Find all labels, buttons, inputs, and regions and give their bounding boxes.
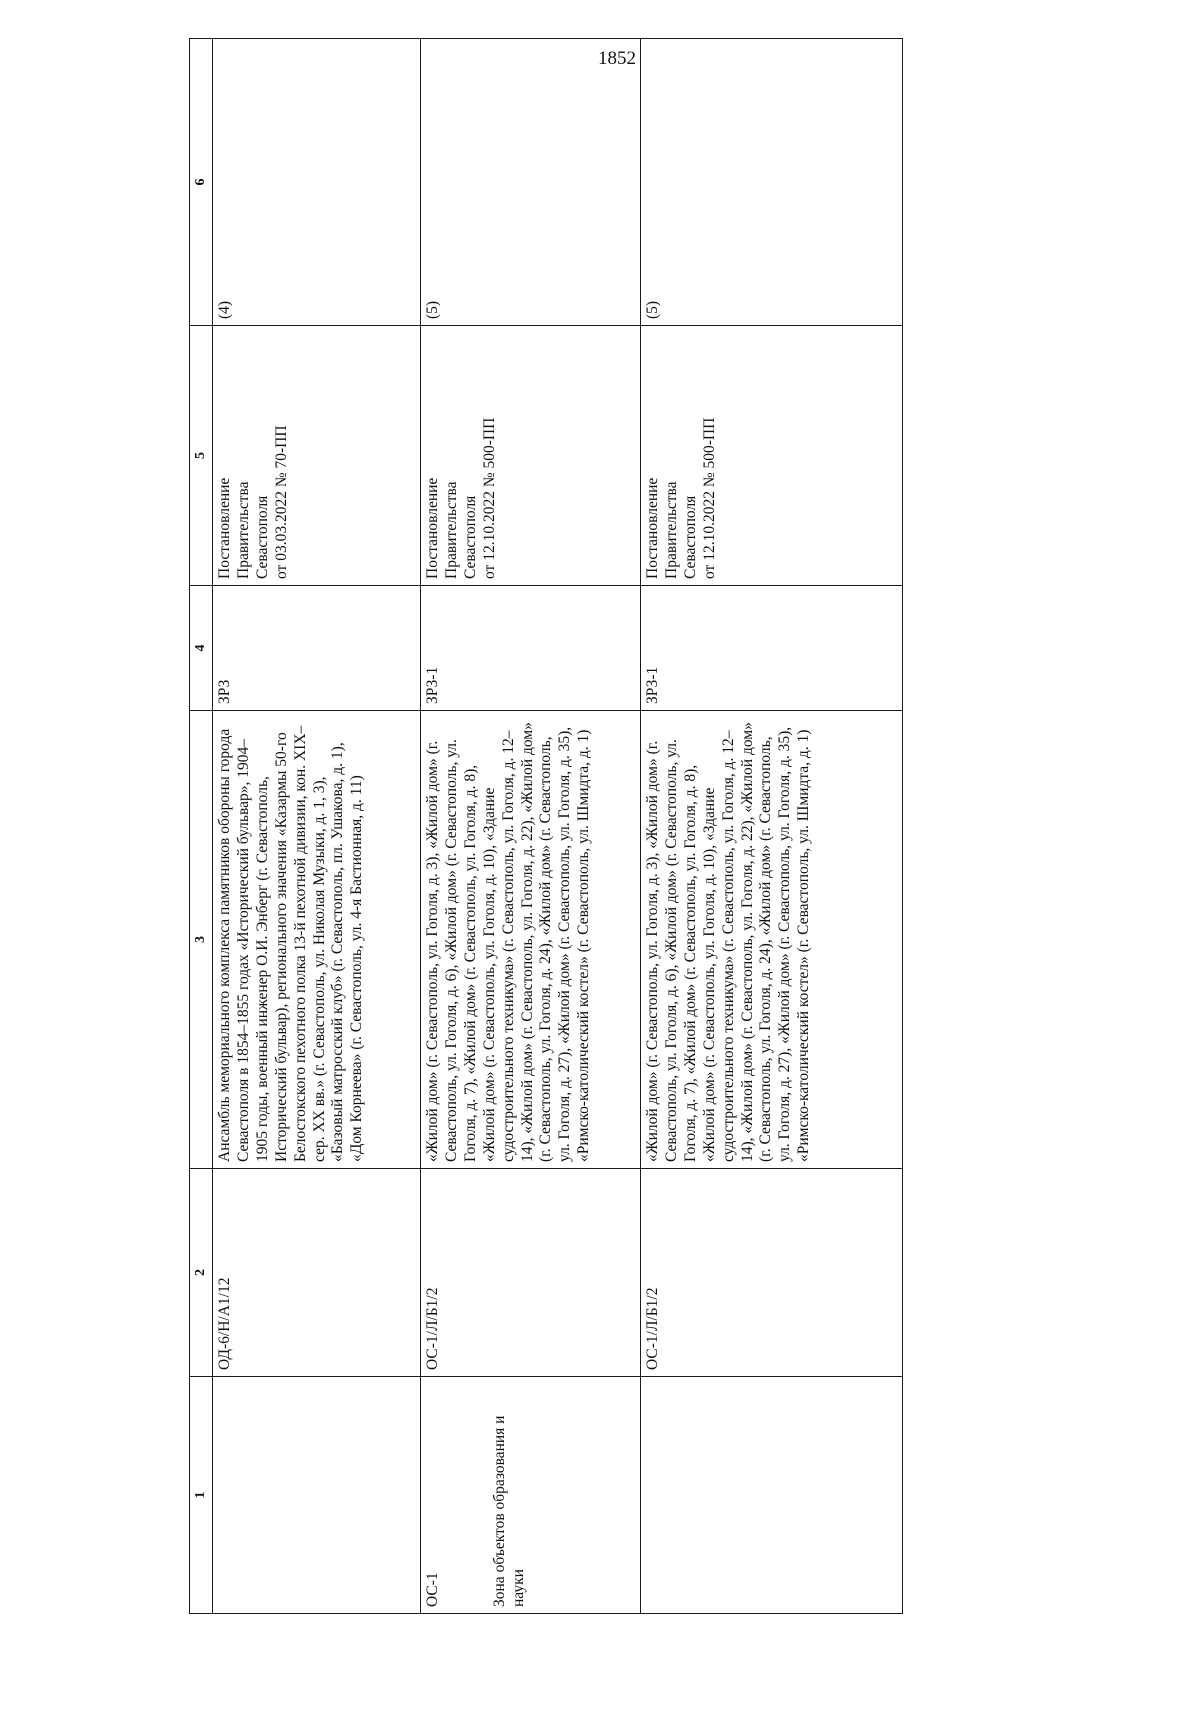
heritage-objects-cell: «Жилой дом» (г. Севастополь, ул. Гоголя, д. 3), «Жилой дом» (г. Севастополь, ул. Гоголя, д. 6), «Жилой дом» (г. Севастополь, ул. Гоголя, д. 7), «Жилой дом» (г. Севастополь, ул. Гоголя, д. 8), «Жилой дом» (г. Севастополь, ул. Гоголя, д. 10), «Здание судостроительного техникума» (г. Севастополь, ул. Гоголя, д. 12–14), «Жилой дом» (г. Севастополь, ул. Гоголя, д. 22), «Жилой дом» (г. Севастополь, ул. Гоголя, д. 24), «Жилой дом» (г. Севастополь, ул. Гоголя, д. 27), «Жилой дом» (г. Севастополь, ул. Гоголя, д. 35), «Римско-католический костел» (г. Севастополь, ул. Шмидта, д. 1) — [641, 711, 903, 1169]
table-header-row — [190, 39, 213, 1614]
document-line: от 12.10.2022 № 500-ПП — [700, 417, 718, 579]
protection-zone-cell: ЗРЗ-1 — [641, 586, 903, 711]
note-cell: (5) — [641, 39, 903, 326]
document-line: Правительства — [234, 481, 252, 579]
header-col-1: 1 — [190, 1377, 213, 1614]
zone-cell — [641, 1377, 903, 1614]
header-col-2: 2 — [190, 1169, 213, 1377]
document-line: от 12.10.2022 № 500-ПП — [480, 417, 498, 579]
document-cell — [641, 326, 903, 586]
zone-cell — [421, 1377, 641, 1614]
note-cell: (5) — [421, 39, 641, 326]
document-cell — [421, 326, 641, 586]
document-line: Севастополя — [681, 495, 699, 579]
document-line: от 03.03.2022 № 70-ПП — [272, 425, 290, 579]
document-line: Правительства — [442, 481, 460, 579]
document-cell — [213, 326, 421, 586]
table-row — [421, 39, 641, 1614]
rotated-table-wrapper — [189, 93, 903, 1614]
document-line: Севастополя — [461, 495, 479, 579]
header-col-3: 3 — [190, 711, 213, 1169]
zone-name: Зона объектов образования и науки — [490, 1415, 527, 1607]
header-col-6: 6 — [190, 39, 213, 326]
document-line: Постановление — [424, 477, 441, 579]
heritage-objects-cell: «Жилой дом» (г. Севастополь, ул. Гоголя, д. 3), «Жилой дом» (г. Севастополь, ул. Гоголя, д. 6), «Жилой дом» (г. Севастополь, ул. Гоголя, д. 7), «Жилой дом» (г. Севастополь, ул. Гоголя, д. 8), «Жилой дом» (г. Севастополь, ул. Гоголя, д. 10), «Здание судостроительного техникума» (г. Севастополь, ул. Гоголя, д. 12–14), «Жилой дом» (г. Севастополь, ул. Гоголя, д. 22), «Жилой дом» (г. Севастополь, ул. Гоголя, д. 24), «Жилой дом» (г. Севастополь, ул. Гоголя, д. 27), «Жилой дом» (г. Севастополь, ул. Гоголя, д. 35), «Римско-католический костел» (г. Севастополь, ул. Шмидта, д. 1) — [421, 711, 641, 1169]
zone-cell — [213, 1377, 421, 1614]
document-line: Севастополя — [253, 495, 271, 579]
document-line: Постановление — [216, 477, 233, 579]
heritage-objects-cell: Ансамбль мемориального комплекса памятников обороны города Севастополя в 1854–1855 годах «Исторический бульвар», 1904–1905 годы, военный инженер О.И. Энберг (г. Севастополь, Исторический бульвар), регионального значения «Казармы 50-го Белостокского пехотного полка 13-й пехотной дивизии, кон. XIX–сер. XX вв.» (г. Севастополь, ул. Николая Музыки, д. 1, 3), «Базовый матросский клуб» (г. Севастополь, пл. Ушакова, д. 1), «Дом Корнеева» (г. Севастополь, ул. 4-я Бастионная, д. 11) — [213, 711, 421, 1169]
header-col-5: 5 — [190, 326, 213, 586]
protection-zone-cell: ЗРЗ-1 — [421, 586, 641, 711]
note-cell: (4) — [213, 39, 421, 326]
table-row — [213, 39, 421, 1614]
document-line: Правительства — [662, 481, 680, 579]
regulations-table — [189, 38, 903, 1614]
header-col-4: 4 — [190, 586, 213, 711]
zone-code: ОС-1 — [424, 1572, 441, 1607]
subzone-code-cell: ОД-6/Н/А1/12 — [213, 1169, 421, 1377]
protection-zone-cell: ЗРЗ — [213, 586, 421, 711]
subzone-code-cell: ОС-1/Л/Б1/2 — [421, 1169, 641, 1377]
subzone-code-cell: ОС-1/Л/Б1/2 — [641, 1169, 903, 1377]
page-number: 1852 — [598, 48, 636, 69]
document-line: Постановление — [644, 477, 661, 579]
table-row — [641, 39, 903, 1614]
